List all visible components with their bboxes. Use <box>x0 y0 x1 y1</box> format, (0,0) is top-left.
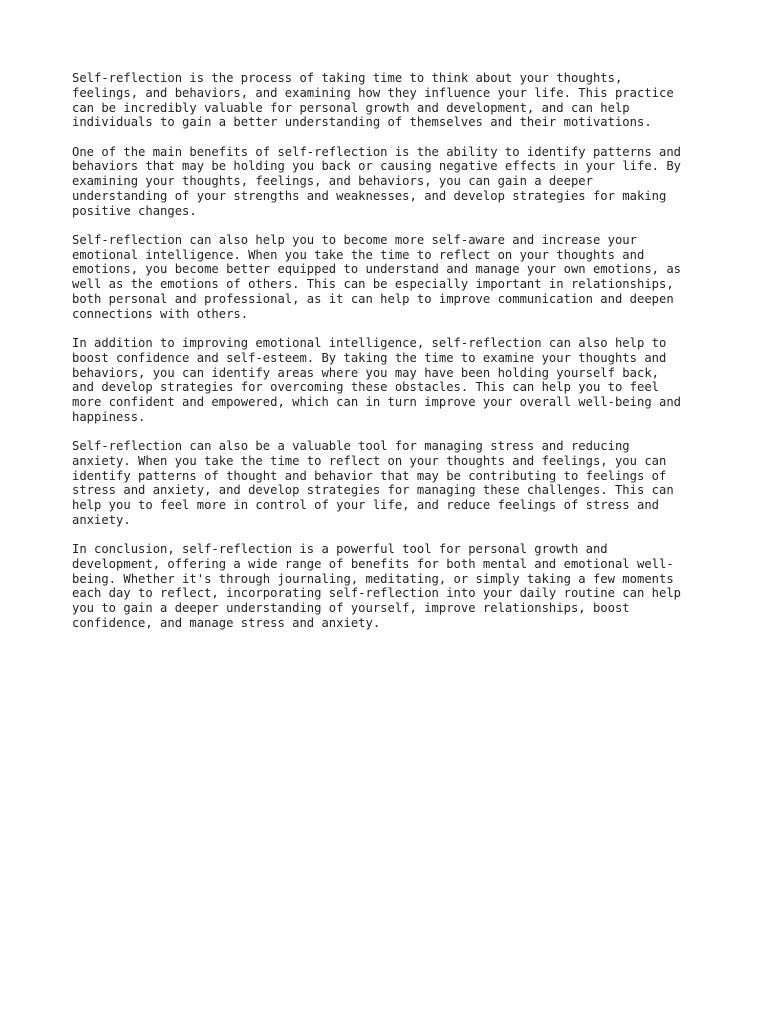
paragraph-benefits: One of the main benefits of self-reflection is the ability to identify patterns and behaviors that may be holding you back or causing negative effects in your life. By examining your thoughts, feelings, and behaviors, you can gain a deeper understanding of your strengths and weaknesses, and develop strategies for making positive changes. <box>72 144 682 218</box>
document-body <box>72 71 702 645</box>
paragraph-conclusion: In conclusion, self-reflection is a powerful tool for personal growth and development, offering a wide range of benefits for both mental and emotional well- being. Whether it's through journaling, meditating, or simply taking a few moments each day to reflect, incorporating self-reflection into your daily routine can help you to gain a deeper understanding of yourself, improve relationships, boost confidence, and manage stress and anxiety. <box>72 542 682 630</box>
paragraph-intro: Self-reflection is the process of taking time to think about your thoughts, feelings, and behaviors, and examining how they influence your life. This practice can be incredibly valuable for personal growth and development, and can help individuals to gain a better understanding of themselves and their motivations. <box>72 71 674 130</box>
paragraph-stress: Self-reflection can also be a valuable tool for managing stress and reducing anxiety. When you take the time to reflect on your thoughts and feelings, you can identify patterns of thought and behavior that may be contributing to feelings of stress and anxiety, and develop strategies for managing these challenges. This can help you to feel more in control of your life, and reduce feelings of stress and anxiety. <box>72 439 674 527</box>
paragraph-self-awareness: Self-reflection can also help you to become more self-aware and increase your emotional intelligence. When you take the time to reflect on your thoughts and emotions, you become better equipped to understand and manage your own emotions, as well as the emotions of others. This can be especially important in relationships, both personal and professional, as it can help to improve communication and deepen connections with others. <box>72 232 682 321</box>
paragraph-confidence: In addition to improving emotional intelligence, self-reflection can also help to boost confidence and self-esteem. By taking the time to examine your thoughts and behaviors, you can identify areas where you may have been holding yourself back, and develop strategies for overcoming these obstacles. This can help you to feel more confident and empowered, which can in turn improve your overall well-being and happiness. <box>72 336 682 424</box>
